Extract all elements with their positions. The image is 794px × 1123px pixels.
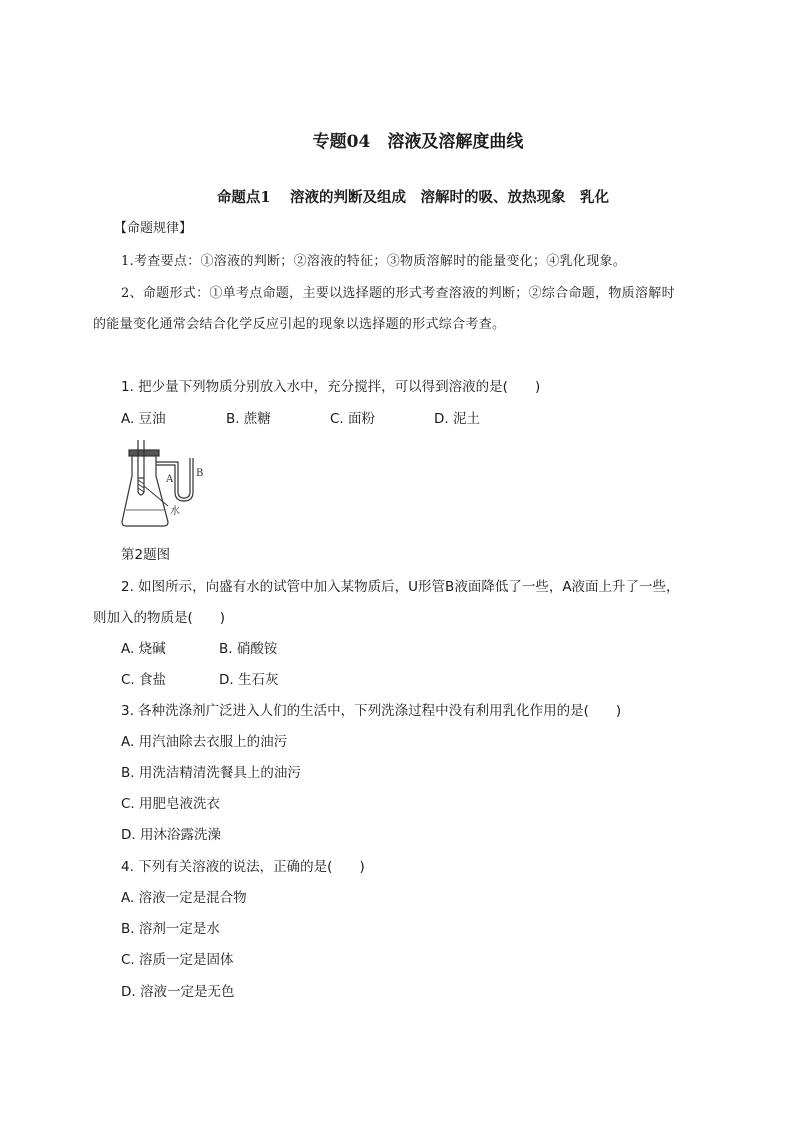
rules-heading: 【命题规律】 <box>114 221 193 236</box>
q2-option-a: A. 烧碱 <box>121 641 166 657</box>
q4-option-a: A. 溶液一定是混合物 <box>121 890 247 906</box>
q4-option-c: C. 溶质一定是固体 <box>121 952 234 968</box>
rule-2-line-1: 2、命题形式：①单考点命题，主要以选择题的形式考查溶液的判断；②综合命题，物质溶解时 <box>121 286 675 301</box>
figure-caption: 第2题图 <box>121 547 171 563</box>
q3-option-a: A. 用汽油除去衣服上的油污 <box>121 734 288 750</box>
q3-option-c: C. 用肥皂液洗衣 <box>121 796 221 812</box>
question-1-text: 1. 把少量下列物质分别放入水中，充分搅拌，可以得到溶液的是( ) <box>121 379 541 395</box>
question-2-line-1: 2. 如图所示，向盛有水的试管中加入某物质后，U形管B液面降低了一些，A液面上升了一些， <box>121 579 680 595</box>
q4-option-b: B. 溶剂一定是水 <box>121 921 220 937</box>
question-3-text: 3. 各种洗涤剂广泛进入人们的生活中，下列洗涤过程中没有利用乳化作用的是( ) <box>121 703 622 719</box>
apparatus-figure <box>110 436 220 536</box>
figure-label-a: A <box>166 474 174 485</box>
q2-option-c: C. 食盐 <box>121 672 167 688</box>
page-title: 专题04 溶液及溶解度曲线 <box>312 132 524 152</box>
q1-option-b: B. 蔗糖 <box>226 411 271 427</box>
q1-option-d: D. 泥土 <box>434 411 480 427</box>
q4-option-d: D. 溶液一定是无色 <box>121 984 235 1000</box>
q1-option-c: C. 面粉 <box>330 411 376 427</box>
figure-label-b: B <box>196 468 204 479</box>
q3-option-b: B. 用洗洁精清洗餐具上的油污 <box>121 765 301 781</box>
q2-option-d: D. 生石灰 <box>219 672 279 688</box>
q2-option-b: B. 硝酸铵 <box>219 641 278 657</box>
figure-label-water: 水 <box>170 506 180 517</box>
q3-option-d: D. 用沐浴露洗澡 <box>121 827 221 843</box>
section-subtitle: 命题点1 溶液的判断及组成 溶解时的吸、放热现象 乳化 <box>216 189 610 206</box>
question-4-text: 4. 下列有关溶液的说法，正确的是( ) <box>121 859 365 875</box>
rule-1: 1.考查要点：①溶液的判断；②溶液的特征；③物质溶解时的能量变化；④乳化现象。 <box>121 254 627 269</box>
rule-2-line-2: 的能量变化通常会结合化学反应引起的现象以选择题的形式综合考查。 <box>93 317 506 332</box>
question-2-line-2: 则加入的物质是( ) <box>93 610 226 626</box>
q1-option-a: A. 豆油 <box>121 411 166 427</box>
